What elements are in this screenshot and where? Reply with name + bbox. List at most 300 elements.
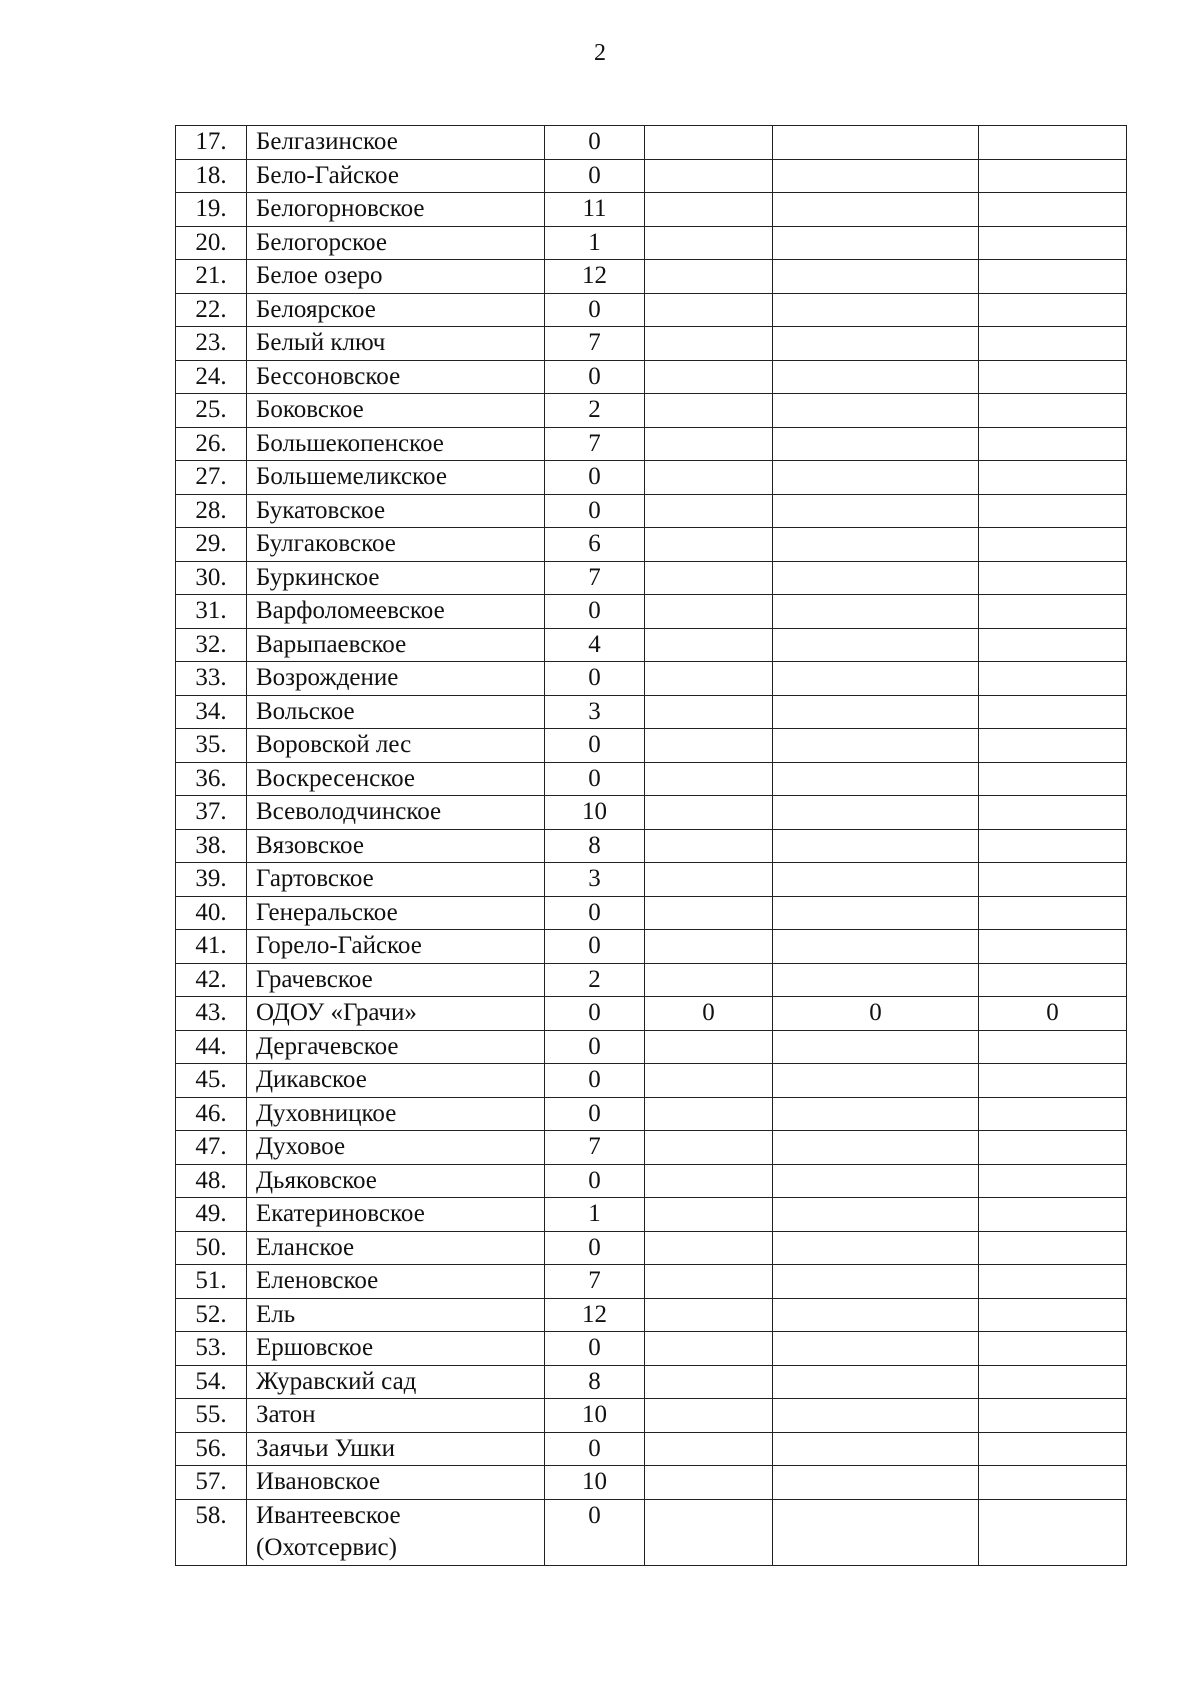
table-row	[176, 796, 1127, 830]
table-row	[176, 896, 1127, 930]
value-cell-4: 0	[979, 997, 1127, 1031]
value-cell-4	[979, 561, 1127, 595]
value-cell-1: 0	[545, 1164, 645, 1198]
value-cell-3	[773, 1432, 979, 1466]
value-cell-3	[773, 561, 979, 595]
value-cell-1: 0	[545, 762, 645, 796]
value-cell-4	[979, 762, 1127, 796]
site-name-cell	[247, 595, 545, 629]
value-cell-1: 10	[545, 1466, 645, 1500]
value-cell-2	[645, 1365, 773, 1399]
row-number-cell: 23.	[176, 327, 247, 361]
value-cell-4	[979, 1499, 1127, 1565]
table-row	[176, 193, 1127, 227]
row-number-cell: 29.	[176, 528, 247, 562]
value-cell-2	[645, 829, 773, 863]
value-cell-2	[645, 662, 773, 696]
value-cell-2	[645, 193, 773, 227]
value-cell-2	[645, 1030, 773, 1064]
value-cell-1: 8	[545, 1365, 645, 1399]
value-cell-4	[979, 595, 1127, 629]
table-row	[176, 1432, 1127, 1466]
value-cell-4	[979, 427, 1127, 461]
value-cell-2	[645, 260, 773, 294]
value-cell-2	[645, 427, 773, 461]
value-cell-3	[773, 360, 979, 394]
value-cell-3	[773, 1097, 979, 1131]
site-name-line: Боковское	[256, 396, 364, 423]
value-cell-3	[773, 1332, 979, 1366]
value-cell-2	[645, 762, 773, 796]
table-row	[176, 126, 1127, 160]
value-cell-3	[773, 1064, 979, 1098]
table-row	[176, 997, 1127, 1031]
value-cell-3	[773, 930, 979, 964]
value-cell-2	[645, 327, 773, 361]
value-cell-2	[645, 126, 773, 160]
value-cell-2	[645, 1265, 773, 1299]
row-number-cell: 44.	[176, 1030, 247, 1064]
value-cell-1: 7	[545, 561, 645, 595]
table-row	[176, 628, 1127, 662]
site-name-line: Заячьи Ушки	[256, 1434, 396, 1462]
table-row	[176, 595, 1127, 629]
value-cell-3	[773, 1030, 979, 1064]
site-name-cell	[247, 896, 545, 930]
site-name-cell	[247, 126, 545, 160]
site-name-cell	[247, 461, 545, 495]
value-cell-2	[645, 293, 773, 327]
site-name-cell	[247, 427, 545, 461]
site-name-line: Всеволодчинское	[256, 798, 442, 825]
table-row	[176, 494, 1127, 528]
site-name-cell	[247, 762, 545, 796]
value-cell-1: 0	[545, 729, 645, 763]
site-name-cell	[247, 159, 545, 193]
value-cell-1: 0	[545, 662, 645, 696]
value-cell-3	[773, 662, 979, 696]
site-name-cell	[247, 628, 545, 662]
value-cell-3	[773, 729, 979, 763]
value-cell-4	[979, 1164, 1127, 1198]
table-row	[176, 528, 1127, 562]
value-cell-4	[979, 1466, 1127, 1500]
value-cell-2	[645, 360, 773, 394]
value-cell-1: 1	[545, 226, 645, 260]
site-name-line: ОДОУ «Грачи»	[256, 999, 417, 1026]
value-cell-2	[645, 461, 773, 495]
value-cell-1: 1	[545, 1198, 645, 1232]
value-cell-3	[773, 829, 979, 863]
table-row	[176, 662, 1127, 696]
site-name-cell	[247, 1064, 545, 1098]
value-cell-4	[979, 394, 1127, 428]
table-body	[176, 126, 1127, 1566]
site-name-line: Горело-Гайское	[256, 932, 422, 959]
site-name-line: Грачевское	[256, 965, 373, 993]
row-number-cell: 53.	[176, 1332, 247, 1366]
site-name-line: Журавский сад	[256, 1367, 417, 1395]
site-name-cell	[247, 729, 545, 763]
value-cell-3	[773, 427, 979, 461]
site-name-cell	[247, 997, 545, 1031]
value-cell-2	[645, 1097, 773, 1131]
site-name-line: Буркинское	[256, 563, 380, 591]
value-cell-1: 0	[545, 126, 645, 160]
value-cell-3	[773, 595, 979, 629]
row-number-cell: 58.	[176, 1499, 247, 1565]
row-number-cell: 21.	[176, 260, 247, 294]
row-number-cell: 52.	[176, 1298, 247, 1332]
value-cell-3	[773, 896, 979, 930]
value-cell-2	[645, 1131, 773, 1165]
value-cell-2	[645, 494, 773, 528]
site-name-cell	[247, 963, 545, 997]
table-row	[176, 829, 1127, 863]
value-cell-4	[979, 461, 1127, 495]
value-cell-4	[979, 327, 1127, 361]
site-name-line: Вязовское	[256, 831, 364, 859]
value-cell-4	[979, 1298, 1127, 1332]
value-cell-3	[773, 796, 979, 830]
value-cell-2	[645, 226, 773, 260]
table-row	[176, 1466, 1127, 1500]
site-name-cell	[247, 1265, 545, 1299]
value-cell-3	[773, 1298, 979, 1332]
page-number: 2	[594, 40, 606, 66]
site-name-line: (Охотсервис)	[256, 1533, 397, 1561]
value-cell-2	[645, 1298, 773, 1332]
row-number-cell: 51.	[176, 1265, 247, 1299]
site-name-cell	[247, 1365, 545, 1399]
value-cell-1: 2	[545, 394, 645, 428]
table-row	[176, 1064, 1127, 1098]
value-cell-1: 0	[545, 595, 645, 629]
value-cell-1: 7	[545, 427, 645, 461]
site-name-line: Букатовское	[256, 496, 386, 524]
site-name-cell	[247, 561, 545, 595]
site-name-line: Дикавское	[256, 1066, 367, 1093]
value-cell-1: 7	[545, 1265, 645, 1299]
site-name-cell	[247, 796, 545, 830]
site-name-line: Еланское	[256, 1233, 355, 1261]
table-row	[176, 1097, 1127, 1131]
value-cell-3	[773, 963, 979, 997]
table-row	[176, 695, 1127, 729]
value-cell-1: 0	[545, 293, 645, 327]
site-name-cell	[247, 327, 545, 361]
value-cell-4	[979, 1131, 1127, 1165]
table-row	[176, 1231, 1127, 1265]
site-name-line: Бессоновское	[256, 362, 401, 390]
value-cell-2	[645, 1332, 773, 1366]
site-name-cell	[247, 1198, 545, 1232]
value-cell-1: 10	[545, 1399, 645, 1433]
site-name-cell	[247, 494, 545, 528]
site-name-line: Белоярское	[256, 295, 376, 323]
row-number-cell: 36.	[176, 762, 247, 796]
value-cell-1: 8	[545, 829, 645, 863]
row-number-cell: 40.	[176, 896, 247, 930]
table-row	[176, 1499, 1127, 1565]
value-cell-3	[773, 1399, 979, 1433]
value-cell-4	[979, 796, 1127, 830]
table-row	[176, 863, 1127, 897]
value-cell-3	[773, 863, 979, 897]
value-cell-4	[979, 1097, 1127, 1131]
row-number-cell: 28.	[176, 494, 247, 528]
value-cell-2	[645, 1198, 773, 1232]
value-cell-4	[979, 293, 1127, 327]
value-cell-4	[979, 1432, 1127, 1466]
value-cell-4	[979, 1030, 1127, 1064]
site-name-line: Генеральское	[256, 898, 398, 926]
value-cell-3	[773, 628, 979, 662]
row-number-cell: 22.	[176, 293, 247, 327]
value-cell-1: 10	[545, 796, 645, 830]
value-cell-2	[645, 1466, 773, 1500]
row-number-cell: 26.	[176, 427, 247, 461]
row-number-cell: 35.	[176, 729, 247, 763]
row-number-cell: 17.	[176, 126, 247, 160]
site-name-cell	[247, 528, 545, 562]
site-name-line: Белое озеро	[256, 262, 383, 289]
site-name-cell	[247, 260, 545, 294]
value-cell-2	[645, 1231, 773, 1265]
site-name-cell	[247, 293, 545, 327]
value-cell-4	[979, 729, 1127, 763]
value-cell-1: 12	[545, 260, 645, 294]
value-cell-4	[979, 159, 1127, 193]
row-number-cell: 37.	[176, 796, 247, 830]
value-cell-1: 0	[545, 461, 645, 495]
site-name-cell	[247, 1030, 545, 1064]
site-name-cell	[247, 1466, 545, 1500]
row-number-cell: 32.	[176, 628, 247, 662]
value-cell-3: 0	[773, 997, 979, 1031]
row-number-cell: 31.	[176, 595, 247, 629]
site-name-line: Духовницкое	[256, 1099, 397, 1127]
site-name-line: Белгазинское	[256, 128, 398, 155]
site-name-cell	[247, 1164, 545, 1198]
table-row	[176, 327, 1127, 361]
site-name-cell	[247, 226, 545, 260]
value-cell-2	[645, 528, 773, 562]
row-number-cell: 24.	[176, 360, 247, 394]
value-cell-3	[773, 1265, 979, 1299]
value-cell-2	[645, 896, 773, 930]
site-name-line: Воскресенское	[256, 764, 416, 792]
value-cell-4	[979, 896, 1127, 930]
value-cell-3	[773, 293, 979, 327]
row-number-cell: 42.	[176, 963, 247, 997]
site-name-cell	[247, 1332, 545, 1366]
row-number-cell: 56.	[176, 1432, 247, 1466]
value-cell-1: 4	[545, 628, 645, 662]
value-cell-1: 12	[545, 1298, 645, 1332]
value-cell-4	[979, 494, 1127, 528]
site-name-line: Воровской лес	[256, 731, 412, 758]
value-cell-1: 0	[545, 1030, 645, 1064]
row-number-cell: 39.	[176, 863, 247, 897]
value-cell-1: 0	[545, 1231, 645, 1265]
row-number-cell: 27.	[176, 461, 247, 495]
site-name-line: Затон	[256, 1401, 316, 1428]
site-name-line: Дьяковское	[256, 1166, 377, 1194]
value-cell-4	[979, 662, 1127, 696]
row-number-cell: 19.	[176, 193, 247, 227]
value-cell-3	[773, 494, 979, 528]
value-cell-4	[979, 126, 1127, 160]
value-cell-2	[645, 1499, 773, 1565]
site-name-line: Варфоломеевское	[256, 597, 445, 624]
value-cell-1: 0	[545, 360, 645, 394]
row-number-cell: 54.	[176, 1365, 247, 1399]
table-row	[176, 1164, 1127, 1198]
value-cell-4	[979, 1064, 1127, 1098]
value-cell-4	[979, 1198, 1127, 1232]
site-name-line: Белогорское	[256, 228, 387, 256]
value-cell-3	[773, 762, 979, 796]
value-cell-3	[773, 461, 979, 495]
table-row	[176, 1298, 1127, 1332]
value-cell-2	[645, 561, 773, 595]
row-number-cell: 20.	[176, 226, 247, 260]
value-cell-3	[773, 1231, 979, 1265]
value-cell-1: 2	[545, 963, 645, 997]
site-name-cell	[247, 360, 545, 394]
table-row	[176, 293, 1127, 327]
value-cell-3	[773, 260, 979, 294]
site-name-line: Ивантеевское	[256, 1501, 401, 1529]
value-cell-3	[773, 1164, 979, 1198]
value-cell-3	[773, 1499, 979, 1565]
table-row	[176, 930, 1127, 964]
value-cell-3	[773, 1466, 979, 1500]
site-name-line: Ивановское	[256, 1468, 381, 1495]
value-cell-2	[645, 963, 773, 997]
site-name-line: Ель	[256, 1300, 296, 1328]
row-number-cell: 34.	[176, 695, 247, 729]
value-cell-4	[979, 695, 1127, 729]
value-cell-4	[979, 226, 1127, 260]
value-cell-2: 0	[645, 997, 773, 1031]
row-number-cell: 25.	[176, 394, 247, 428]
value-cell-4	[979, 628, 1127, 662]
table-row	[176, 1198, 1127, 1232]
value-cell-2	[645, 729, 773, 763]
value-cell-1: 0	[545, 896, 645, 930]
site-name-line: Возрождение	[256, 664, 399, 691]
value-cell-4	[979, 1265, 1127, 1299]
value-cell-3	[773, 193, 979, 227]
value-cell-4	[979, 528, 1127, 562]
row-number-cell: 46.	[176, 1097, 247, 1131]
site-name-line: Еленовское	[256, 1267, 379, 1294]
row-number-cell: 41.	[176, 930, 247, 964]
value-cell-3	[773, 1198, 979, 1232]
site-name-cell	[247, 863, 545, 897]
value-cell-3	[773, 1131, 979, 1165]
value-cell-4	[979, 260, 1127, 294]
value-cell-4	[979, 193, 1127, 227]
value-cell-4	[979, 963, 1127, 997]
value-cell-1: 3	[545, 863, 645, 897]
site-name-line: Вольское	[256, 697, 355, 725]
site-name-line: Белый ключ	[256, 329, 386, 356]
table-row	[176, 159, 1127, 193]
value-cell-1: 0	[545, 1432, 645, 1466]
value-cell-3	[773, 394, 979, 428]
row-number-cell: 45.	[176, 1064, 247, 1098]
value-cell-1: 0	[545, 1097, 645, 1131]
hunting-grounds-table	[175, 125, 1127, 1566]
row-number-cell: 30.	[176, 561, 247, 595]
site-name-line: Дергачевское	[256, 1032, 399, 1060]
site-name-line: Ершовское	[256, 1334, 374, 1361]
site-name-cell	[247, 1399, 545, 1433]
table-row	[176, 963, 1127, 997]
site-name-line: Духовое	[256, 1133, 346, 1160]
row-number-cell: 50.	[176, 1231, 247, 1265]
site-name-cell	[247, 1432, 545, 1466]
value-cell-3	[773, 327, 979, 361]
table-row	[176, 1131, 1127, 1165]
table-row	[176, 427, 1127, 461]
value-cell-2	[645, 1432, 773, 1466]
value-cell-1: 0	[545, 997, 645, 1031]
table-row	[176, 226, 1127, 260]
site-name-line: Гартовское	[256, 865, 374, 892]
site-name-cell	[247, 662, 545, 696]
site-name-line: Булгаковское	[256, 530, 396, 557]
site-name-line: Екатериновское	[256, 1200, 425, 1227]
value-cell-1: 0	[545, 1332, 645, 1366]
table-row	[176, 1365, 1127, 1399]
site-name-line: Белогорновское	[256, 195, 425, 222]
row-number-cell: 18.	[176, 159, 247, 193]
site-name-cell	[247, 1231, 545, 1265]
value-cell-3	[773, 159, 979, 193]
site-name-cell	[247, 930, 545, 964]
site-name-cell	[247, 695, 545, 729]
value-cell-4	[979, 360, 1127, 394]
value-cell-4	[979, 863, 1127, 897]
table-row	[176, 1332, 1127, 1366]
value-cell-1: 7	[545, 1131, 645, 1165]
table-row	[176, 762, 1127, 796]
row-number-cell: 33.	[176, 662, 247, 696]
value-cell-2	[645, 628, 773, 662]
site-name-cell	[247, 1131, 545, 1165]
value-cell-2	[645, 1064, 773, 1098]
site-name-line: Бело-Гайское	[256, 161, 399, 189]
value-cell-4	[979, 930, 1127, 964]
value-cell-1: 0	[545, 930, 645, 964]
table-row	[176, 1399, 1127, 1433]
row-number-cell: 48.	[176, 1164, 247, 1198]
row-number-cell: 47.	[176, 1131, 247, 1165]
site-name-cell	[247, 1097, 545, 1131]
row-number-cell: 55.	[176, 1399, 247, 1433]
value-cell-4	[979, 1332, 1127, 1366]
row-number-cell: 38.	[176, 829, 247, 863]
value-cell-2	[645, 930, 773, 964]
value-cell-3	[773, 1365, 979, 1399]
table-row	[176, 1265, 1127, 1299]
value-cell-2	[645, 695, 773, 729]
table-row	[176, 561, 1127, 595]
